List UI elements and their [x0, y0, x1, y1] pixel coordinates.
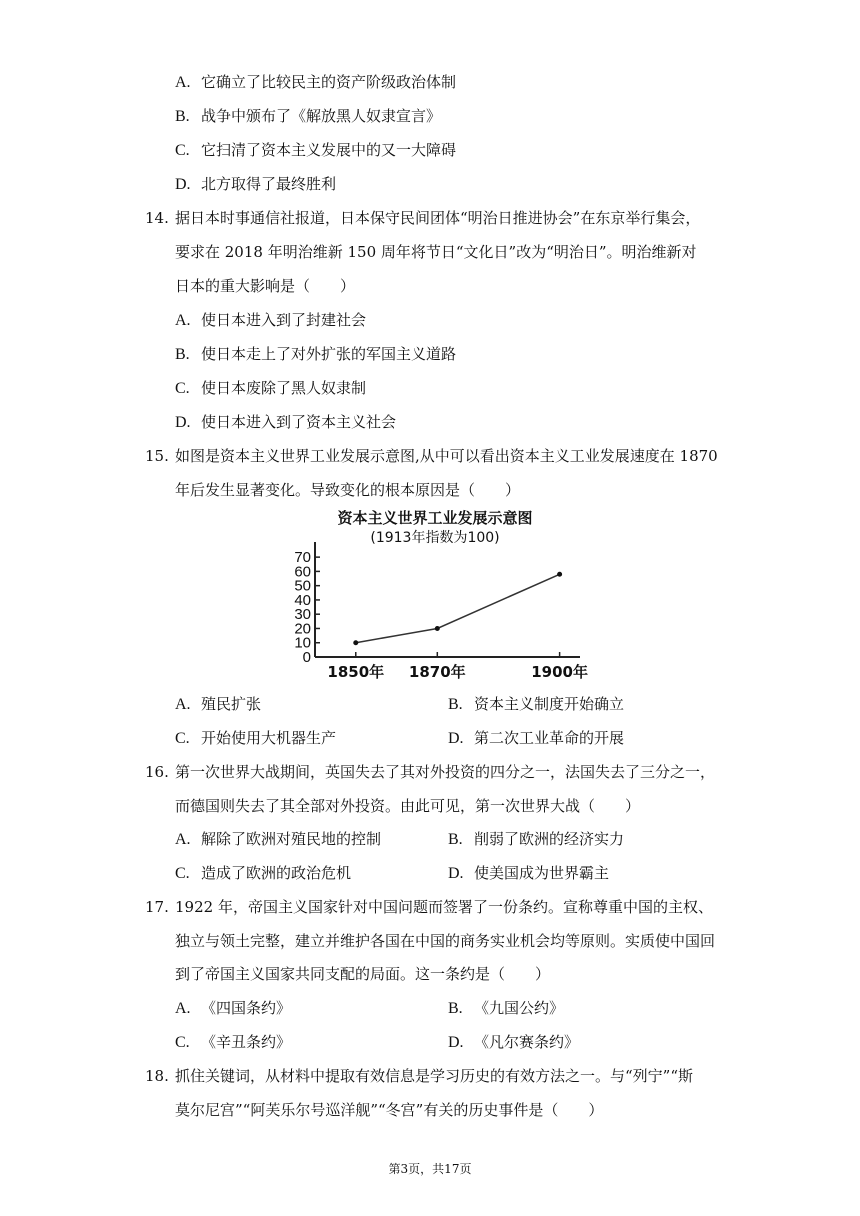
x-tick-label: 1870年 [408, 663, 466, 681]
option-label: D. [448, 730, 464, 747]
series-line [356, 574, 560, 642]
option-text: 《九国公约》 [474, 999, 565, 1017]
q16-option-d [448, 863, 609, 884]
option-label: B. [448, 1000, 463, 1017]
option-text: 使日本走上了对外扩张的军国主义道路 [201, 345, 457, 363]
question-number: 14. [145, 209, 169, 227]
question-stem-line: 莫尔尼宫”“阿芙乐尔号巡洋舰”“冬宫”有关的历史事件是（ ） [175, 1101, 604, 1119]
option-text: 第二次工业革命的开展 [474, 729, 625, 747]
question-number: 17. [145, 898, 169, 916]
option-text: 使日本废除了黑人奴隶制 [201, 379, 367, 397]
question-stem-line: 日本的重大影响是（ ） [175, 277, 356, 295]
q16-option-a [175, 829, 381, 850]
option-text: 使美国成为世界霸主 [474, 864, 610, 882]
q17-option-a [175, 998, 291, 1019]
option-text: 解除了欧洲对殖民地的控制 [201, 830, 382, 848]
q15-option-b [448, 694, 624, 715]
x-tick-label: 1850年 [327, 663, 385, 681]
option-label: C. [175, 142, 190, 159]
option-label: A. [175, 312, 191, 329]
y-tick-label: 70 [294, 549, 311, 567]
question-stem-line: 1922 年，帝国主义国家针对中国问题而签署了一份条约。宣称尊重中国的主权、 [175, 898, 713, 916]
q13-option-d [175, 174, 336, 195]
q17-option-d [448, 1032, 579, 1053]
q13-option-a [175, 72, 456, 93]
page-footer: 第3页，共17页 [388, 1162, 472, 1176]
q17-option-c [175, 1032, 291, 1053]
option-label: A. [175, 74, 191, 91]
question-stem-line: 据日本时事通信社报道，日本保守民间团体“明治日推进协会”在东京举行集会， [175, 209, 701, 227]
option-label: A. [175, 696, 191, 713]
option-text: 《四国条约》 [201, 999, 292, 1017]
data-point [353, 640, 358, 645]
y-tick-label: 20 [294, 620, 311, 638]
question-stem-line: 到了帝国主义国家共同支配的局面。这一条约是（ ） [175, 965, 551, 983]
chart-title: 资本主义世界工业发展示意图 [337, 509, 533, 527]
option-text: 北方取得了最终胜利 [201, 175, 337, 193]
option-text: 它确立了比较民主的资产阶级政治体制 [201, 73, 457, 91]
question-stem-line: 抓住关键词，从材料中提取有效信息是学习历史的有效方法之一。与“列宁”“斯 [175, 1067, 694, 1085]
option-label: A. [175, 831, 191, 848]
option-label: C. [175, 730, 190, 747]
option-text: 它扫清了资本主义发展中的又一大障碍 [201, 141, 457, 159]
option-label: B. [175, 108, 190, 125]
option-text: 造成了欧洲的政治危机 [201, 864, 352, 882]
y-tick-label: 0 [302, 649, 311, 666]
question-number: 18. [145, 1067, 169, 1085]
q16-option-b [448, 829, 624, 850]
question-stem-line: 第一次世界大战期间，英国失去了其对外投资的四分之一，法国失去了三分之一， [175, 763, 716, 781]
q13-option-c [175, 140, 456, 161]
q13-option-b [175, 106, 441, 127]
q17-option-b [448, 998, 564, 1019]
option-label: C. [175, 380, 190, 397]
option-label: B. [175, 346, 190, 363]
option-text: 开始使用大机器生产 [201, 729, 337, 747]
y-tick-label: 40 [294, 591, 311, 609]
q15-option-a [175, 694, 261, 715]
data-point [435, 626, 440, 631]
question-number: 15. [145, 447, 169, 465]
q14-option-b [175, 344, 456, 365]
y-tick-label: 30 [294, 606, 311, 624]
option-label: D. [448, 865, 464, 882]
q16-option-c [175, 863, 351, 884]
y-tick-label: 60 [294, 563, 311, 581]
question-stem-line: 而德国则失去了其全部对外投资。由此可见，第一次世界大战（ ） [175, 797, 641, 815]
q14-option-a [175, 310, 366, 331]
option-text: 使日本进入到了资本主义社会 [201, 413, 397, 431]
question-stem-line: 独立与领土完整，建立并维护各国在中国的商务实业机会均等原则。实质使中国回 [175, 932, 716, 950]
option-label: A. [175, 1000, 191, 1017]
option-text: 《凡尔赛条约》 [474, 1033, 580, 1051]
q14-option-c [175, 378, 366, 399]
q15-option-d [448, 728, 624, 749]
option-label: B. [448, 696, 463, 713]
industry-development-chart [270, 505, 590, 687]
option-text: 《辛丑条约》 [201, 1033, 292, 1051]
option-label: D. [448, 1034, 464, 1051]
question-stem-line: 如图是资本主义世界工业发展示意图,从中可以看出资本主义工业发展速度在 1870 [175, 447, 718, 465]
option-text: 殖民扩张 [201, 695, 262, 713]
option-label: C. [175, 1034, 190, 1051]
question-stem-line: 要求在 2018 年明治维新 150 周年将节日“文化日”改为“明治日”。明治维新对 [175, 243, 697, 261]
question-stem-line: 年后发生显著变化。导致变化的根本原因是（ ） [175, 481, 521, 499]
data-point [557, 572, 562, 577]
chart-subtitle: (1913年指数为100) [370, 530, 500, 546]
option-label: B. [448, 831, 463, 848]
option-label: D. [175, 414, 191, 431]
q15-option-c [175, 728, 336, 749]
option-text: 削弱了欧洲的经济实力 [474, 830, 625, 848]
option-label: C. [175, 865, 190, 882]
option-text: 战争中颁布了《解放黑人奴隶宣言》 [201, 107, 442, 125]
y-tick-label: 10 [294, 634, 311, 652]
y-tick-label: 50 [294, 577, 311, 595]
q14-option-d [175, 412, 396, 433]
option-label: D. [175, 176, 191, 193]
question-number: 16. [145, 763, 169, 781]
option-text: 资本主义制度开始确立 [474, 695, 625, 713]
x-tick-label: 1900年 [531, 663, 588, 681]
option-text: 使日本进入到了封建社会 [201, 311, 367, 329]
